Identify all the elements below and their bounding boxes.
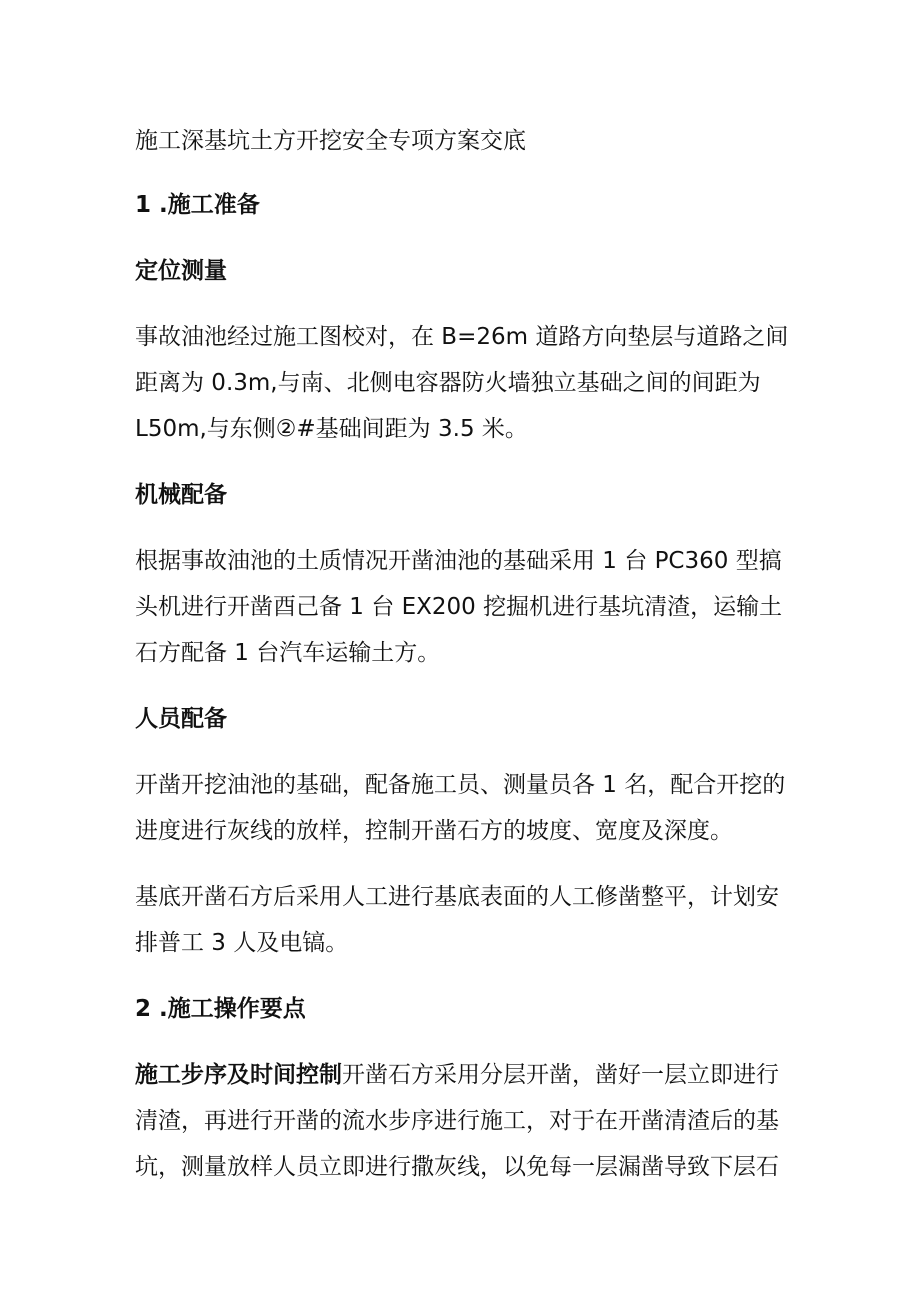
text-line: 石方配备 1 台汽车运输土方。 bbox=[135, 640, 441, 666]
section-heading-1: 1 .施工准备 bbox=[135, 192, 260, 218]
subheading-personnel: 人员配备 bbox=[135, 706, 227, 732]
paragraph-machinery bbox=[135, 538, 795, 676]
text-line: 头机进行开凿酉己备 1 台 EX200 挖掘机进行基坑清渣，运输土 bbox=[135, 594, 783, 620]
inline-bold-lead: 施工步序及时间控制 bbox=[135, 1062, 342, 1088]
paragraph-positioning bbox=[135, 314, 795, 452]
text-line: L50m,与东侧②#基础间距为 3.5 米。 bbox=[135, 416, 528, 442]
text-line: 开凿开挖油池的基础，配备施工员、测量员各 1 名，配合开挖的 bbox=[135, 772, 786, 798]
subheading-machinery: 机械配备 bbox=[135, 482, 227, 508]
text-line: 根据事故油池的土质情况开凿油池的基础采用 1 台 PC360 型搞 bbox=[135, 548, 782, 574]
text-line: 事故油池经过施工图校对，在 B=26m 道路方向垫层与道路之间 bbox=[135, 324, 789, 350]
inline-text: 开凿石方采用分层开凿，凿好一层立即进行 bbox=[342, 1062, 779, 1088]
text-line bbox=[135, 1052, 795, 1098]
paragraph-leveling bbox=[135, 874, 795, 966]
text-line: 进度进行灰线的放样，控制开凿石方的坡度、宽度及深度。 bbox=[135, 818, 733, 844]
text-line: 距离为 0.3m,与南、北侧电容器防火墙独立基础之间的间距为 bbox=[135, 370, 761, 396]
paragraph-personnel bbox=[135, 762, 795, 854]
text-line: 排普工 3 人及电镐。 bbox=[135, 930, 349, 956]
subheading-positioning: 定位测量 bbox=[135, 258, 227, 284]
text-line: 坑，测量放样人员立即进行撒灰线，以免每一层漏凿导致下层石 bbox=[135, 1154, 779, 1180]
text-line: 基底开凿石方后采用人工进行基底表面的人工修凿整平，计划安 bbox=[135, 884, 779, 910]
document-title: 施工深基坑土方开挖安全专项方案交底 bbox=[135, 128, 526, 154]
document-body bbox=[135, 118, 795, 1210]
section-heading-2: 2 .施工操作要点 bbox=[135, 996, 306, 1022]
text-line: 清渣，再进行开凿的流水步序进行施工，对于在开凿清渣后的基 bbox=[135, 1108, 779, 1134]
paragraph-steps bbox=[135, 1052, 795, 1190]
